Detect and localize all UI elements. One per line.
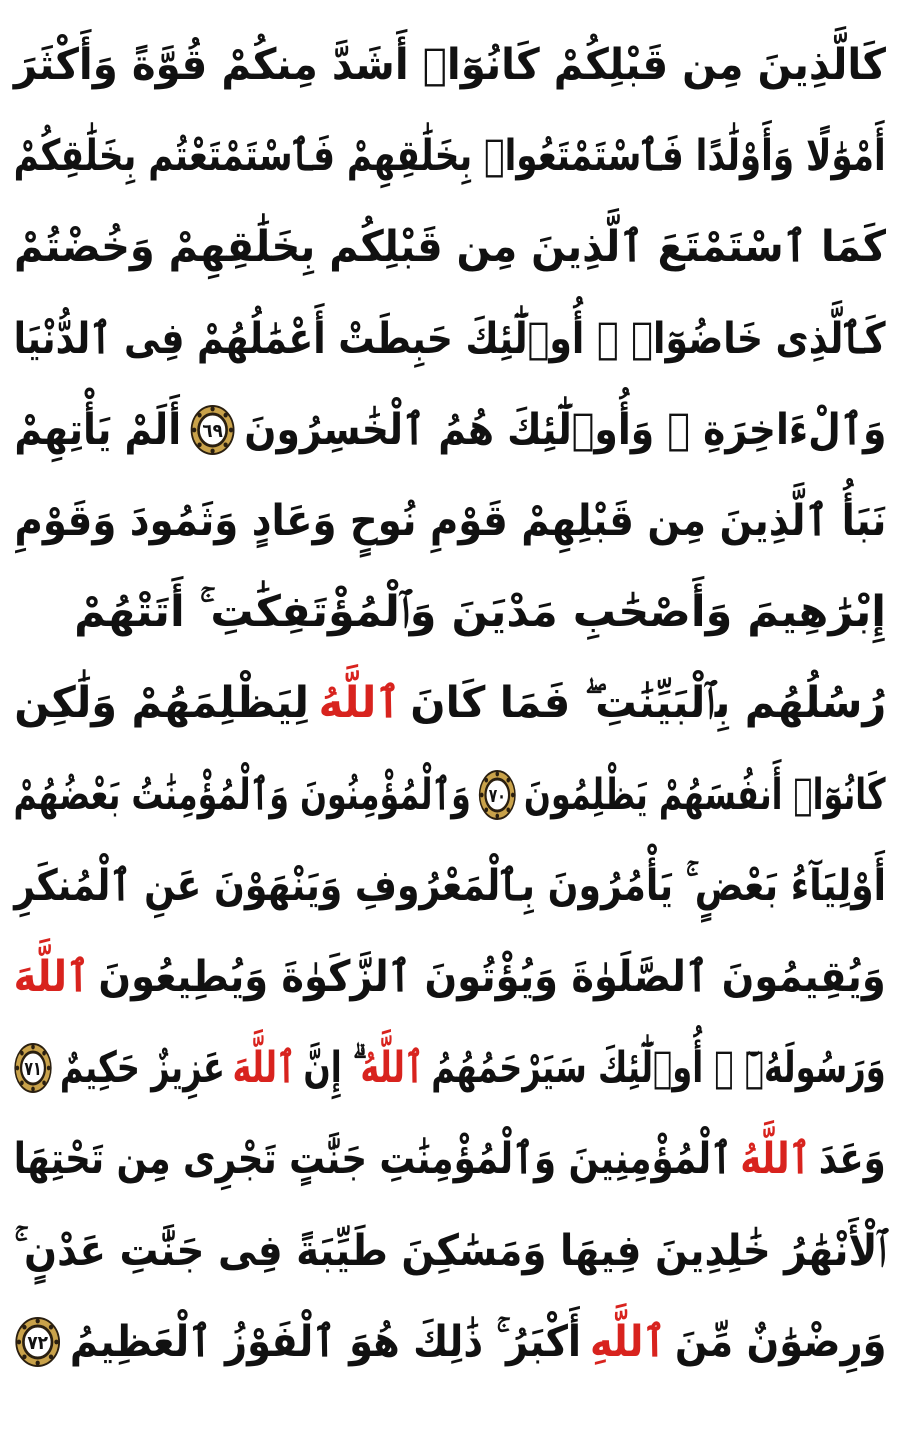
verse-text: نَبَأُ ٱلَّذِينَ مِن قَبْلِهِمْ قَوْمِ نُوحٍ وَعَادٍ وَثَمُودَ وَقَوْمِ <box>14 495 886 546</box>
verse-text: رُسُلُهُم بِٱلْبَيِّنَٰتِ ۖ فَمَا كَانَ <box>409 677 886 728</box>
ayah-end-marker <box>14 1316 60 1368</box>
divine-name: ٱللَّهِ <box>589 1316 666 1367</box>
ayah-number: ٧١ <box>24 1056 42 1080</box>
verse-text: أَمْوَٰلًا وَأَوْلَٰدًا فَٱسْتَمْتَعُوا۟ بِخَلَٰقِهِمْ فَٱسْتَمْتَعْتُم بِخَلَٰقِكُمْ <box>13 130 886 181</box>
text-line <box>14 478 886 564</box>
divine-name: ٱللَّهَ <box>14 951 90 1002</box>
text-line <box>14 296 886 382</box>
verse-text: وَٱلْمُؤْمِنُونَ وَٱلْمُؤْمِنَٰتُ بَعْضُهُمْ <box>13 769 472 820</box>
divine-name: ٱللَّهَ <box>232 1042 297 1093</box>
ayah-end-marker <box>14 1042 53 1094</box>
verse-text: كَمَا ٱسْتَمْتَعَ ٱلَّذِينَ مِن قَبْلِكُم بِخَلَٰقِهِمْ وَخُضْتُمْ <box>14 221 886 272</box>
divine-name: ٱللَّهُ <box>740 1133 811 1184</box>
text-line <box>14 113 886 199</box>
verse-text: كَالَّذِينَ مِن قَبْلِكُمْ كَانُوٓا۟ أَشَدَّ مِنكُمْ قُوَّةً وَأَكْثَرَ <box>14 39 886 90</box>
verse-text: وَيُقِيمُونَ ٱلصَّلَوٰةَ وَيُؤْتُونَ ٱلزَّكَوٰةَ وَيُطِيعُونَ <box>98 951 887 1002</box>
text-line <box>14 22 886 108</box>
ayah-medallion-icon <box>479 769 517 821</box>
verse-text: وَعَدَ <box>819 1133 886 1184</box>
verse-text: ٱلْأَنْهَٰرُ خَٰلِدِينَ فِيهَا وَمَسَٰكِنَ طَيِّبَةً فِى جَنَّٰتِ عَدْنٍ ۚ <box>14 1225 886 1276</box>
ayah-medallion-icon <box>189 404 235 456</box>
ayah-medallion-icon <box>14 1316 60 1368</box>
ayah-number: ٧٠ <box>489 784 507 807</box>
ayah-end-marker <box>479 769 517 821</box>
verse-text: لِيَظْلِمَهُمْ وَلَٰكِن <box>14 677 309 728</box>
verse-text: ٱلْمُؤْمِنِينَ وَٱلْمُؤْمِنَٰتِ جَنَّٰتٍ تَجْرِى مِن تَحْتِهَا <box>13 1133 733 1184</box>
verse-text: أَلَمْ يَأْتِهِمْ <box>13 404 181 455</box>
text-line <box>14 204 886 290</box>
text-line <box>14 1025 886 1111</box>
text-line <box>14 569 886 655</box>
text-line <box>14 387 886 473</box>
text-line <box>14 934 886 1020</box>
verse-text: كَٱلَّذِى خَاضُوٓا۟ ۚ أُو۟لَٰٓئِكَ حَبِطَتْ أَعْمَٰلُهُمْ فِى ٱلدُّنْيَا <box>14 313 886 364</box>
verse-text: عَزِيزٌ حَكِيمٌ <box>60 1042 226 1093</box>
text-line <box>14 1208 886 1294</box>
divine-name: ٱللَّهُ <box>360 1042 425 1093</box>
ayah-number: ٧٢ <box>26 1332 48 1355</box>
verse-text: ۗ إِنَّ <box>303 1042 354 1093</box>
text-line <box>14 660 886 746</box>
text-line <box>14 1116 886 1202</box>
text-line <box>14 752 886 838</box>
verse-text: كَانُوٓا۟ أَنفُسَهُمْ يَظْلِمُونَ <box>524 769 886 820</box>
text-line <box>14 843 886 929</box>
verse-text: إِبْرَٰهِيمَ وَأَصْحَٰبِ مَدْيَنَ وَٱلْمُؤْتَفِكَٰتِ ۚ أَتَتْهُمْ <box>74 586 886 637</box>
text-line <box>14 1299 886 1385</box>
verse-text: وَٱلْءَاخِرَةِ ۖ وَأُو۟لَٰٓئِكَ هُمُ ٱلْخَٰسِرُونَ <box>243 404 886 455</box>
ayah-number: ٦٩ <box>202 419 223 443</box>
verse-text: أَوْلِيَآءُ بَعْضٍ ۚ يَأْمُرُونَ بِٱلْمَعْرُوفِ وَيَنْهَوْنَ عَنِ ٱلْمُنكَرِ <box>14 860 886 911</box>
verse-text: وَرَسُولَهُۥٓ ۚ أُو۟لَٰٓئِكَ سَيَرْحَمُهُمُ <box>431 1042 886 1093</box>
verse-text: وَرِضْوَٰنٌ مِّنَ <box>674 1316 886 1367</box>
ayah-medallion-icon <box>14 1042 53 1094</box>
ayah-end-marker <box>189 404 235 456</box>
divine-name: ٱللَّهُ <box>318 677 401 728</box>
verse-text: أَكْبَرُ ۚ ذَٰلِكَ هُوَ ٱلْفَوْزُ ٱلْعَظِيمُ <box>69 1316 581 1367</box>
